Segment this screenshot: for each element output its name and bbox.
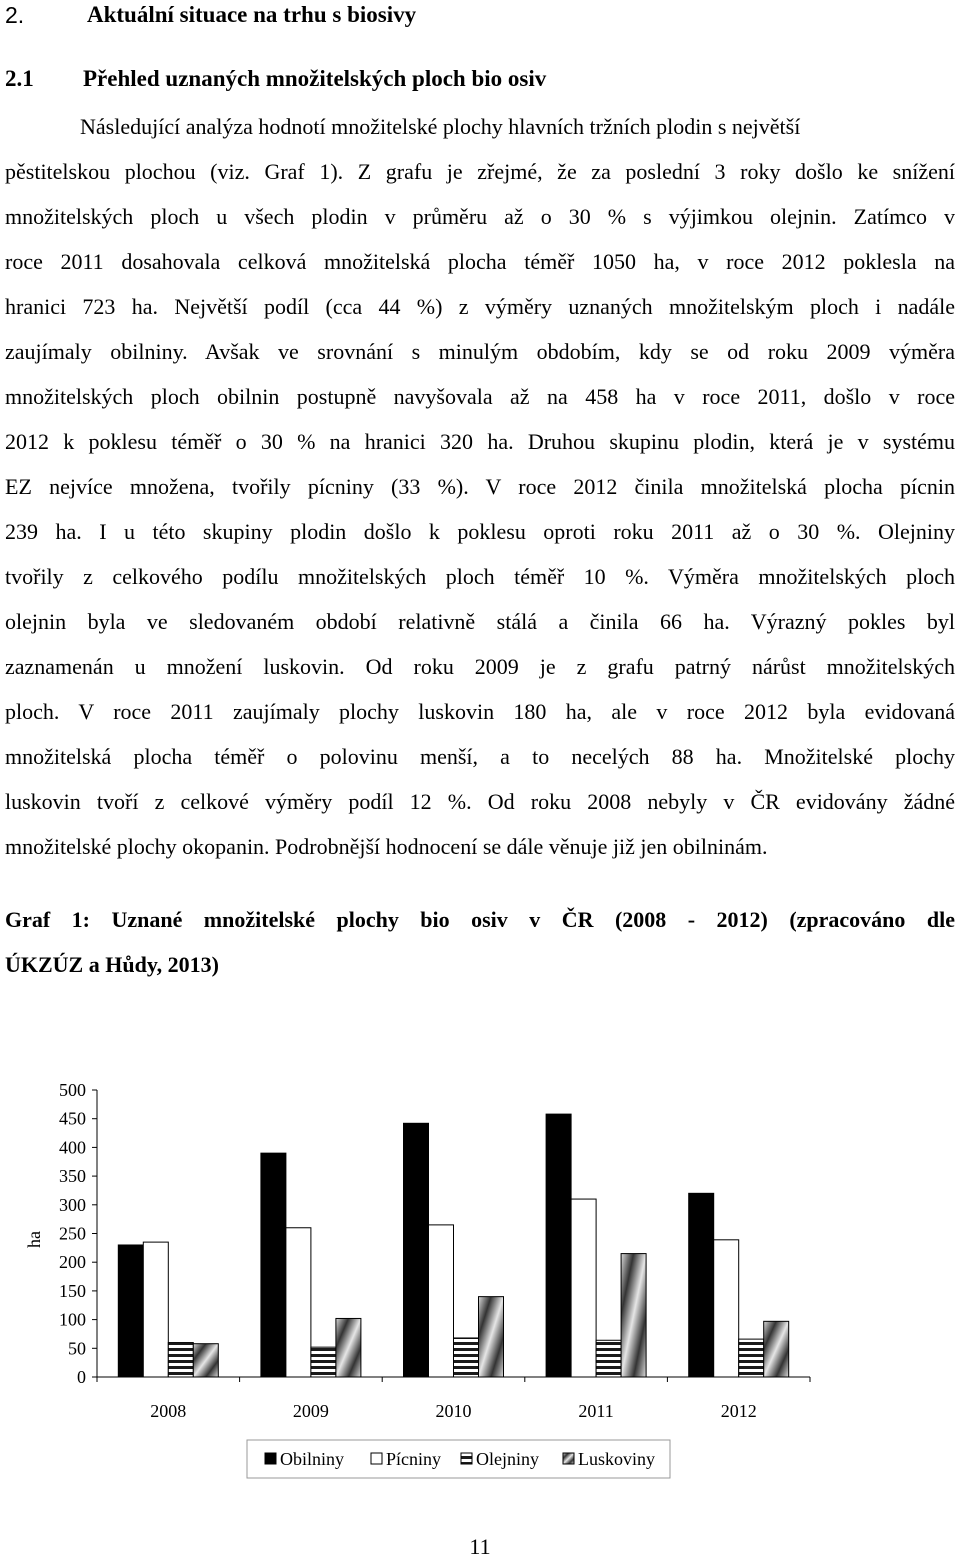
paragraph-line: 239 ha. I u této skupiny plodin došlo k poklesu oproti roku 2011 až o 30 %. Olejniny [5, 519, 955, 544]
section-title: Aktuální situace na trhu s biosivy [87, 2, 417, 27]
bar-luskoviny-2012 [764, 1321, 789, 1377]
legend-swatch-pícniny [371, 1453, 382, 1464]
bar-luskoviny-2009 [336, 1318, 361, 1377]
bar-pícniny-2010 [429, 1225, 454, 1377]
legend-swatch-obilniny [265, 1453, 276, 1464]
legend-swatch-luskoviny [563, 1453, 574, 1464]
y-axis-label: ha [24, 1231, 44, 1248]
paragraph-line: množitelská plocha téměř o polovinu menší, a to necelých 88 ha. Množitelské plochy [5, 744, 955, 769]
section-number: 2. [5, 2, 25, 28]
bar-pícniny-2009 [286, 1228, 311, 1377]
paragraph-line: množitelských ploch u všech plodin v průměru až o 30 % s výjimkou olejnin. Zatímco v [5, 204, 955, 229]
x-tick-label: 2012 [720, 1401, 757, 1421]
paragraph-line: množitelských ploch obilnin postupně navyšovala až na 458 ha v roce 2011, došlo v roce [5, 384, 955, 409]
page-number: 11 [469, 1534, 491, 1559]
bar-luskoviny-2008 [193, 1344, 218, 1377]
x-tick-label: 2011 [578, 1401, 614, 1421]
y-tick-label: 100 [59, 1309, 86, 1330]
y-tick-label: 300 [59, 1194, 86, 1215]
paragraph-line: 2012 k poklesu téměř o 30 % na hranici 320 ha. Druhou skupinu plodin, která je v systému [5, 429, 955, 454]
y-tick-label: 50 [68, 1338, 86, 1359]
subsection-number: 2.1 [5, 66, 34, 91]
bar-olejniny-2012 [739, 1339, 764, 1377]
paragraph-line: množitelské plochy okopanin. Podrobnější hodnocení se dále věnuje již jen obilninám. [5, 834, 768, 859]
legend-label-luskoviny: Luskoviny [578, 1449, 656, 1469]
bar-pícniny-2011 [571, 1199, 596, 1377]
legend-label-pícniny: Pícniny [386, 1449, 442, 1469]
paragraph-line: zaznamenán u množení luskovin. Od roku 2009 je z grafu patrný nárůst množitelských [5, 654, 955, 679]
bar-obilniny-2011 [546, 1114, 571, 1377]
bar-olejniny-2010 [454, 1338, 479, 1377]
legend-swatch-olejniny [461, 1453, 472, 1464]
paragraph-line: hranici 723 ha. Největší podíl (cca 44 %) z výměry uznaných množitelským ploch i nadále [5, 294, 955, 319]
bar-obilniny-2008 [118, 1245, 143, 1377]
y-tick-label: 200 [59, 1252, 86, 1273]
x-tick-label: 2010 [435, 1401, 472, 1421]
y-tick-label: 450 [59, 1108, 86, 1129]
bar-luskoviny-2010 [479, 1297, 504, 1377]
paragraph-line: EZ nejvíce množena, tvořily pícniny (33 %). V roce 2012 činila množitelská plocha pícnin [5, 474, 955, 499]
bar-olejniny-2008 [168, 1343, 193, 1377]
paragraph-line: pěstitelskou plochou (viz. Graf 1). Z grafu je zřejmé, že za poslední 3 roky došlo ke snížení [5, 159, 955, 184]
paragraph-line: tvořily z celkového podílu množitelských ploch téměř 10 %. Výměra množitelských ploch [5, 564, 955, 589]
paragraph-line: roce 2011 dosahovala celková množitelská plocha téměř 1050 ha, v roce 2012 poklesla na [5, 249, 955, 274]
section-heading [5, 2, 417, 29]
legend-layer [247, 1440, 670, 1478]
x-tick-label: 2009 [292, 1401, 329, 1421]
y-tick-label: 500 [59, 1080, 86, 1100]
legend-label-olejniny: Olejniny [476, 1449, 539, 1469]
bar-obilniny-2009 [261, 1153, 286, 1377]
paragraph-line: ploch. V roce 2011 zaujímaly plochy luskovin 180 ha, ale v roce 2012 byla evidovaná [5, 699, 955, 724]
bar-obilniny-2012 [689, 1193, 714, 1377]
paragraph-line: Následující analýza hodnotí množitelské plochy hlavních tržních plodin s největší [80, 114, 801, 139]
bar-olejniny-2009 [311, 1347, 336, 1377]
subsection-title: Přehled uznaných množitelských ploch bio osiv [83, 66, 547, 91]
bar-olejniny-2011 [596, 1340, 621, 1377]
bar-pícniny-2012 [714, 1240, 739, 1377]
paragraph-line: zaujímaly obilniny. Avšak ve srovnání s minulým obdobím, kdy se od roku 2009 výměra [5, 339, 955, 364]
paragraph-line: luskovin tvoří z celkové výměry podíl 12 %. Od roku 2008 nebyly v ČR evidovány žádné [5, 789, 955, 814]
bar-luskoviny-2011 [621, 1254, 646, 1377]
x-tick-label: 2008 [150, 1401, 187, 1421]
legend-label-obilniny: Obilniny [280, 1449, 345, 1469]
bars-layer [118, 1114, 788, 1377]
paragraph-line: olejnin byla ve sledovaném období relativně stálá a činila 66 ha. Výrazný pokles byl [5, 609, 955, 634]
y-tick-label: 150 [59, 1280, 86, 1301]
y-tick-label: 400 [59, 1137, 86, 1158]
bar-chart [0, 1060, 960, 1490]
y-tick-label: 0 [77, 1367, 86, 1387]
y-tick-label: 350 [59, 1166, 86, 1187]
subsection-heading [5, 66, 547, 92]
figure-caption-line: Graf 1: Uznané množitelské plochy bio osiv v ČR (2008 - 2012) (zpracováno dle [5, 907, 955, 932]
bar-obilniny-2010 [404, 1123, 429, 1377]
y-tick-label: 250 [59, 1223, 86, 1244]
bar-pícniny-2008 [143, 1242, 168, 1377]
figure-caption-line: ÚKZÚZ a Hůdy, 2013) [5, 952, 219, 977]
